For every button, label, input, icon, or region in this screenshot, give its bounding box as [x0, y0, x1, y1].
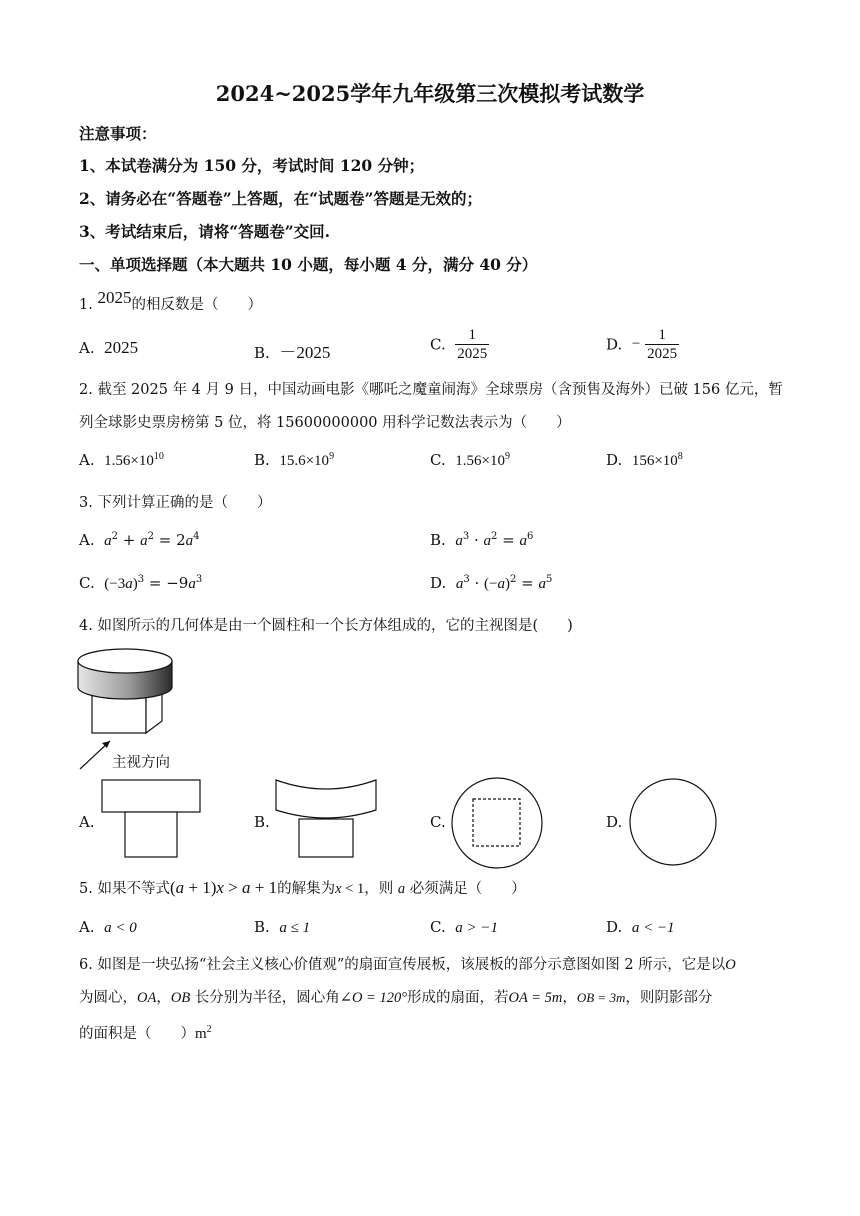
q4-option-d-figure	[627, 776, 719, 868]
q1-lead: 2025	[97, 288, 132, 307]
q6-line-2: 为圆心，OA，OB 长分别为半径，圆心角∠O = 120°形成的扇面，若OA = 5m，OB = 3m，则阴影部分	[79, 990, 713, 1006]
q5-option-d: D. a < −1	[606, 918, 675, 936]
q2-option-c: C. $1.56\times 10^9$	[430, 451, 510, 469]
q3-text: 3. 下列计算正确的是（ ）	[79, 495, 272, 511]
question-1	[79, 288, 262, 314]
q1-option-b: B. －2025	[254, 343, 331, 362]
section-heading: 一、单项选择题（本大题共 10 小题，每小题 4 分，满分 40 分）	[79, 255, 538, 274]
q2-option-d: D. $156\times 10^8$	[606, 451, 683, 469]
notice-item-1: 1、本试卷满分为 150 分，考试时间 120 分钟；	[79, 156, 425, 175]
q1-number: 1.	[79, 297, 93, 313]
q2-option-a: A. $1.56\times 10^{10}$	[79, 451, 164, 469]
q1-option-a: A. 2025	[79, 338, 139, 357]
q4-option-b-label: B.	[254, 813, 270, 831]
q3-option-a: A. $a^2 + a^2 = 2a^4$	[79, 531, 200, 549]
q1-text: 的相反数是（ ）	[131, 297, 262, 313]
notice-item-2: 2、请务必在“答题卷”上答题，在“试题卷”答题是无效的；	[79, 189, 482, 208]
q4-option-d-label: D.	[606, 813, 623, 831]
q6-line-1: 6. 如图是一块弘扬“社会主义核心价值观”的扇面宣传展板，该展板的部分示意图如图 2 所示，它是以O	[79, 957, 736, 973]
q3-option-b: B. $a^3 \cdot a^2 = a^6$	[430, 531, 534, 549]
q1-c-fraction: $\frac{1}{2025}$	[457, 327, 488, 362]
q5-option-b: B. a ≤ 1	[254, 918, 311, 936]
notice-heading: 注意事项：	[79, 124, 157, 143]
q2-option-b: B. $15.6\times 10^9$	[254, 451, 335, 469]
q2-line-1: 2. 截至 2025 年 4 月 9 日，中国动画电影《哪吒之魔童闹海》全球票房（含预售及海外）已破 156 亿元，暂	[79, 382, 783, 398]
q1-option-d: D. − $\frac{1}{2025}$	[606, 327, 678, 362]
q4-text: 4. 如图所示的几何体是由一个圆柱和一个长方体组成的，它的主视图是( )	[79, 618, 573, 634]
notice-item-3: 3、考试结束后，请将“答题卷”交回.	[79, 222, 331, 241]
q1-d-fraction: $\frac{1}{2025}$	[647, 327, 678, 362]
q5-option-c: C. a > −1	[430, 918, 499, 936]
q6-line-3: 的面积是（ ）$m^2$	[79, 1024, 212, 1042]
q2-line-2: 列全球影史票房榜第 5 位，将 15600000000 用科学记数法表示为（ ）	[79, 415, 571, 431]
q4-option-c-label: C.	[430, 813, 446, 831]
q4-option-c-figure	[449, 775, 545, 871]
q4-option-a-label: A.	[79, 813, 95, 831]
question-5: 5. 如果不等式(a + 1)x > a + 1的解集为x < 1，则 a 必须满足（ ）	[79, 878, 526, 897]
page-title: 2024~2025学年九年级第三次模拟考试数学	[215, 81, 645, 106]
q4-option-b-figure	[272, 776, 382, 860]
q4-option-a-figure	[100, 778, 205, 860]
q5-option-a: A. a < 0	[79, 918, 137, 936]
q3-option-d: D. $a^3 \cdot (-a)^2 = a^5$	[430, 574, 553, 592]
q4-arrow-label: 主视方向	[112, 755, 170, 771]
q1-option-c: C. $\frac{1}{2025}$	[430, 327, 488, 362]
q3-option-c: C. $(-3a)^3 = -9a^3$	[79, 574, 203, 592]
